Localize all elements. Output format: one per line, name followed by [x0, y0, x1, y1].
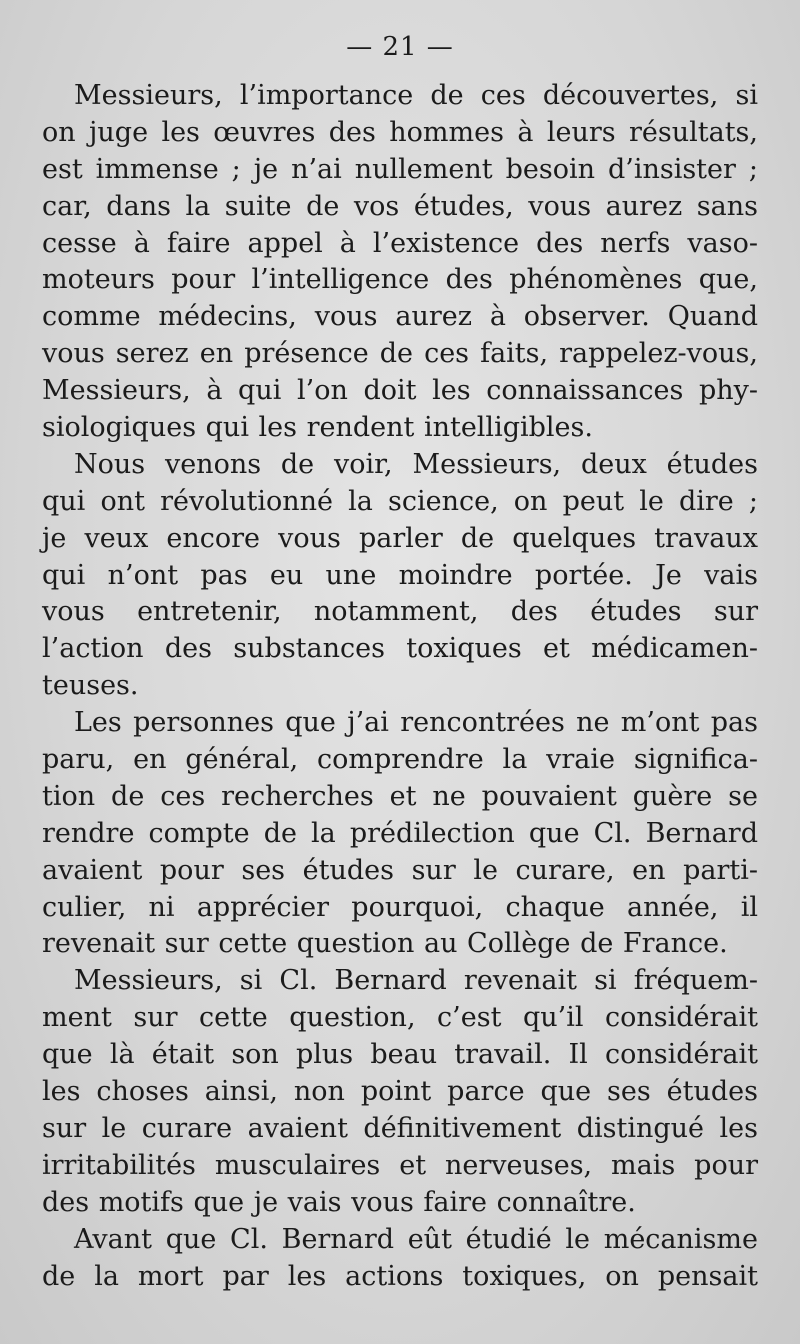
text-line: tion de ces recherches et ne pouvaient guère se — [42, 780, 758, 812]
text-line: de la mort par les actions toxiques, on pensait — [42, 1260, 758, 1292]
text-line: vous entretenir, notamment, des études sur — [42, 596, 758, 628]
text-line: teuses. — [42, 670, 139, 702]
text-line: qui n’ont pas eu une moindre portée. Je vais — [42, 559, 758, 591]
text-line: siologiques qui les rendent intelligibles. — [42, 412, 593, 444]
text-line: est immense ; je n’ai nullement besoin d’insister ; — [42, 153, 758, 185]
text-line: rendre compte de la prédilection que Cl. Bernard — [42, 817, 758, 849]
text-line: moteurs pour l’intelligence des phénomènes que, — [42, 264, 758, 296]
text-line: irritabilités musculaires et nerveuses, mais pour — [42, 1149, 758, 1181]
text-line: vous serez en présence de ces faits, rappelez-vous, — [42, 338, 758, 370]
body-text — [42, 78, 758, 1295]
text-line: comme médecins, vous aurez à observer. Quand — [42, 301, 758, 333]
text-line: Nous venons de voir, Messieurs, deux études — [74, 448, 758, 480]
text-line: revenait sur cette question au Collège de France. — [42, 928, 728, 960]
text-line: sur le curare avaient définitivement distingué les — [42, 1112, 758, 1144]
text-line: Messieurs, l’importance de ces découvertes, si — [74, 80, 758, 111]
text-line: Les personnes que j’ai rencontrées ne m’ont pas — [74, 707, 758, 739]
text-line: Messieurs, si Cl. Bernard revenait si fréquem- — [74, 965, 758, 997]
text-line: les choses ainsi, non point parce que ses études — [42, 1076, 758, 1108]
text-line: Avant que Cl. Bernard eût étudié le mécanisme — [74, 1223, 758, 1255]
text-line: avaient pour ses études sur le curare, en parti- — [42, 854, 758, 886]
text-line: qui ont révolutionné la science, on peut le dire ; — [42, 485, 758, 517]
text-line: je veux encore vous parler de quelques travaux — [42, 522, 758, 554]
text-line: culier, ni apprécier pourquoi, chaque année, il — [42, 891, 758, 923]
text-line: ment sur cette question, c’est qu’il considérait — [42, 1002, 758, 1034]
text-line: des motifs que je vais vous faire connaître. — [42, 1186, 636, 1218]
page-number: — 21 — — [346, 32, 454, 62]
text-line: on juge les œuvres des hommes à leurs résultats, — [42, 116, 758, 148]
text-line: l’action des substances toxiques et médicamen- — [42, 633, 758, 665]
text-line: Messieurs, à qui l’on doit les connaissances phy- — [42, 375, 758, 407]
text-line: paru, en général, comprendre la vraie significa- — [42, 744, 758, 776]
text-line: car, dans la suite de vos études, vous aurez sans — [42, 190, 758, 222]
text-line: que là était son plus beau travail. Il considérait — [42, 1039, 758, 1071]
text-line: cesse à faire appel à l’existence des nerfs vaso- — [42, 227, 758, 259]
